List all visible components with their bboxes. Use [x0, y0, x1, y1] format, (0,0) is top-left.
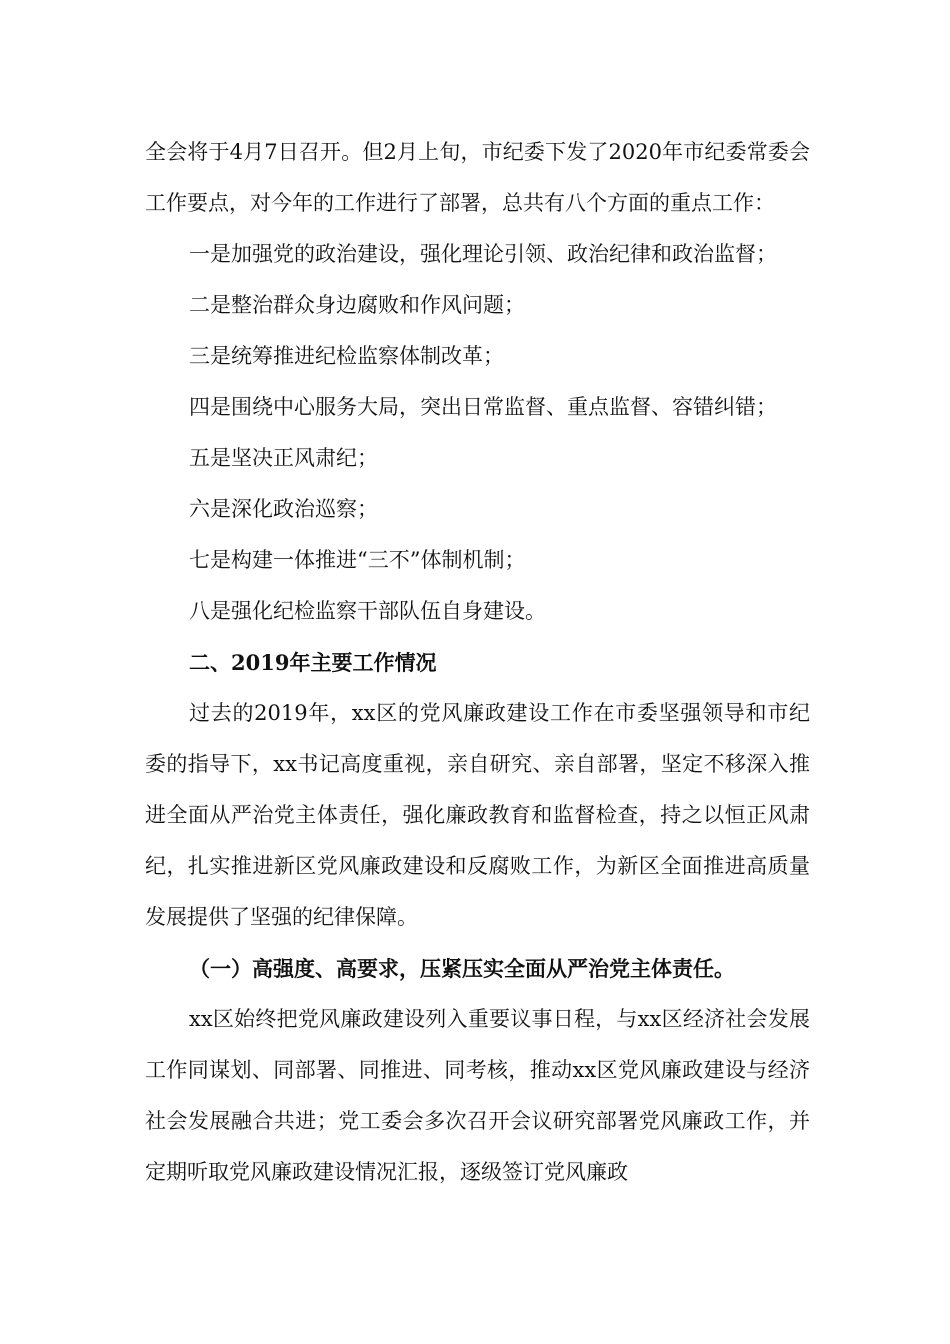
list-item-2: 二是整治群众身边腐败和作风问题；	[189, 293, 525, 317]
list-item-3: 三是统筹推进纪检监察体制改革；	[189, 344, 504, 368]
list-item-7: 七是构建一体推进“三不”体制机制；	[189, 548, 526, 572]
paragraph-2019-summary: 过去的2019年，xx区的党风廉政建设工作在市委坚强领导和市纪委的指导下，xx书记高度重视，亲自研究、亲自部署，坚定不移深入推进全面从严治党主体责任，强化廉政教育和监督检查，持之以恒正风肃纪，扎实推进新区党风廉政建设和反腐败工作，为新区全面推进高质量发展提供了坚强的纪律保障。	[145, 701, 810, 929]
subsection-heading-1: （一）高强度、高要求，压紧压实全面从严治党主体责任。	[189, 956, 735, 981]
list-item-6: 六是深化政治巡察；	[189, 497, 378, 521]
list-item-5: 五是坚决正风肃纪；	[189, 446, 378, 470]
document-body	[145, 127, 810, 1198]
paragraph-responsibility: xx区始终把党风廉政建设列入重要议事日程，与xx区经济社会发展工作同谋划、同部署、同推进、同考核，推动xx区党风廉政建设与经济社会发展融合共进；党工委会多次召开会议研究部署党风廉政工作，并定期听取党风廉政建设情况汇报，逐级签订党风廉政	[145, 1007, 810, 1184]
list-item-4: 四是围绕中心服务大局，突出日常监督、重点监督、容错纠错；	[189, 395, 777, 419]
paragraph-meeting-schedule: 全会将于4月7日召开。但2月上旬，市纪委下发了2020年市纪委常委会工作要点，对今年的工作进行了部署，总共有八个方面的重点工作：	[145, 140, 810, 215]
list-item-8: 八是强化纪检监察干部队伍自身建设。	[189, 599, 546, 623]
list-item-1: 一是加强党的政治建设，强化理论引领、政治纪律和政治监督；	[189, 242, 777, 266]
section-heading-2019: 二、2019年主要工作情况	[189, 650, 437, 675]
